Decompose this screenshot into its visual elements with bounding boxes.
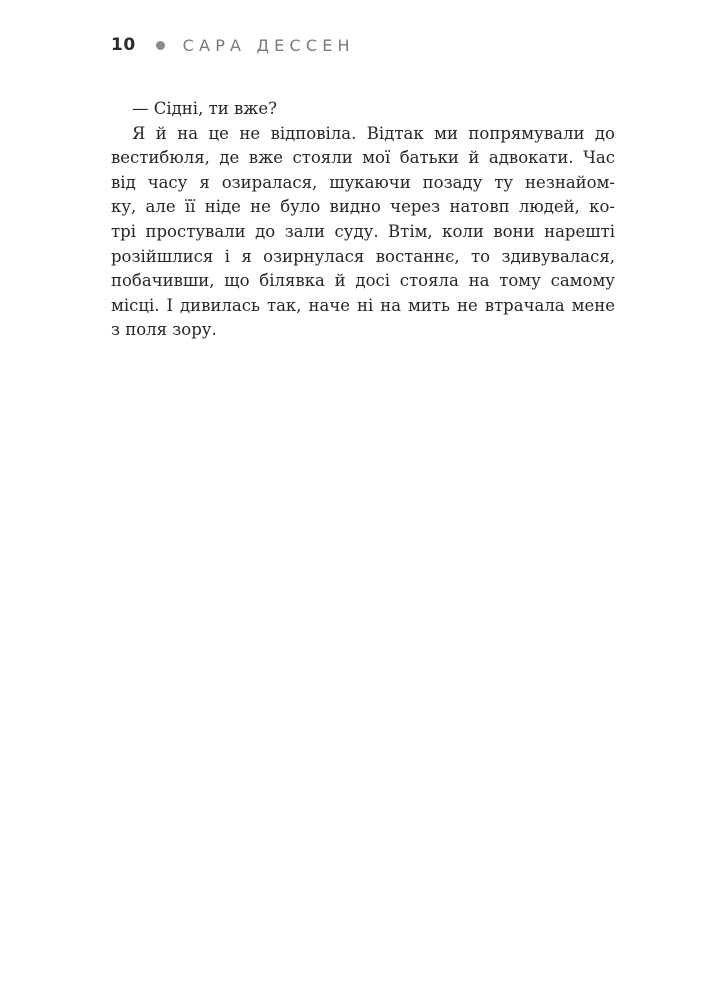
body-text (111, 97, 615, 343)
text-line: розійшлися і я озирнулася востаннє, то здивувалася, (111, 246, 615, 266)
running-head (111, 34, 355, 56)
text-line: ку, але її ніде не було видно через натовп людей, ко- (111, 197, 615, 217)
paragraph (111, 122, 615, 343)
page-number: 10 (111, 35, 136, 55)
text-line: від часу я озиралася, шукаючи позаду ту незнайом- (111, 172, 615, 192)
paragraph (111, 97, 615, 122)
text-line: з поля зору. (111, 320, 217, 340)
text-line: трі простували до зали суду. Втім, коли вони нарешті (111, 221, 615, 241)
text-line: Я й на це не відповіла. Відтак ми попрямували до (132, 123, 615, 143)
text-line: вестибюля, де вже стояли мої батьки й адвокати. Час (111, 148, 615, 168)
text-line: побачивши, що білявка й досі стояла на тому самому (111, 271, 615, 291)
text-line: місці. І дивилась так, наче ні на мить не втрачала мене (111, 295, 615, 315)
running-head-author: САРА ДЕССЕН (182, 35, 355, 55)
separator-dot-icon (156, 41, 165, 50)
text-line: — Сідні, ти вже? (132, 99, 278, 118)
